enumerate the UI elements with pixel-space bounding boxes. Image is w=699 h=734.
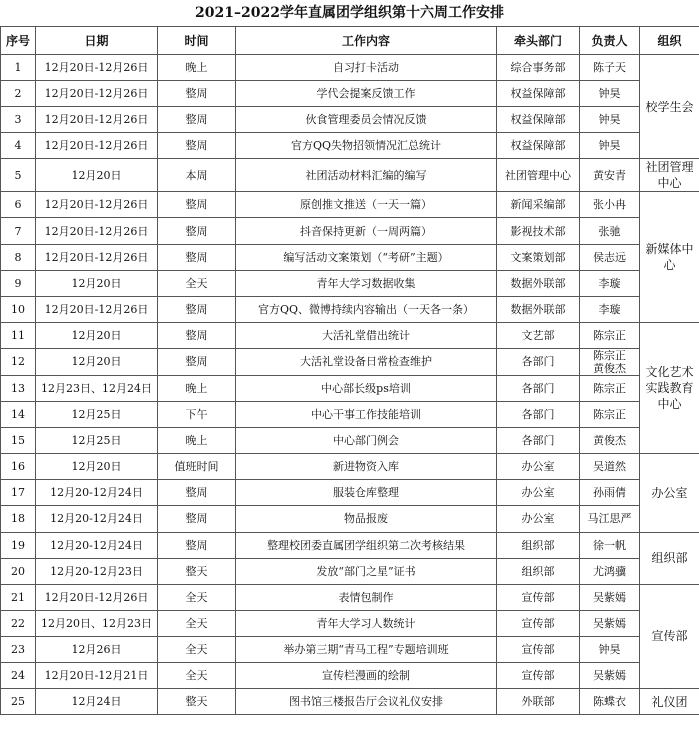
table-row: [1, 480, 699, 506]
cell-no: 3: [1, 107, 36, 133]
cell-no: 20: [1, 558, 36, 584]
cell-person: 钟昊: [580, 107, 640, 133]
cell-no: 18: [1, 506, 36, 532]
cell-date: 12月20日: [36, 454, 158, 480]
cell-content: 图书馆三楼报告厅会议礼仪安排: [236, 689, 497, 715]
cell-date: 12月20日: [36, 270, 158, 296]
cell-dept: 权益保障部: [497, 81, 580, 107]
cell-person: 黄俊杰: [580, 428, 640, 454]
cell-no: 1: [1, 55, 36, 81]
cell-time: 整周: [158, 244, 236, 270]
cell-date: 12月20日-12月26日: [36, 107, 158, 133]
schedule-table: [0, 26, 699, 715]
cell-person: 张小冉: [580, 192, 640, 218]
cell-content: 大活礼堂设备日常检查维护: [236, 348, 497, 375]
cell-dept: 权益保障部: [497, 133, 580, 159]
cell-no: 25: [1, 689, 36, 715]
cell-dept: 办公室: [497, 454, 580, 480]
cell-person: 张驰: [580, 218, 640, 244]
cell-content: 编写活动文案策划（“考研”主题）: [236, 244, 497, 270]
cell-person: 李璇: [580, 270, 640, 296]
cell-person: 钟昊: [580, 81, 640, 107]
table-row: [1, 506, 699, 532]
cell-time: 整周: [158, 322, 236, 348]
table-row: [1, 402, 699, 428]
table-row: [1, 55, 699, 81]
cell-person: 吴道然: [580, 454, 640, 480]
cell-time: 晚上: [158, 55, 236, 81]
cell-no: 4: [1, 133, 36, 159]
cell-person: 徐一帆: [580, 532, 640, 558]
header-row: [1, 27, 699, 55]
cell-date: 12月20日-12月21日: [36, 662, 158, 688]
cell-dept: 文艺部: [497, 322, 580, 348]
cell-no: 22: [1, 610, 36, 636]
cell-no: 5: [1, 159, 36, 192]
cell-person: 钟昊: [580, 133, 640, 159]
header-no: 序号: [1, 27, 36, 55]
cell-content: 表情包制作: [236, 584, 497, 610]
cell-content: 举办第三期“青马工程”专题培训班: [236, 636, 497, 662]
table-row: [1, 610, 699, 636]
cell-person: 陈宗正: [580, 322, 640, 348]
cell-org: 文化艺术 实践教育 中心: [640, 322, 699, 453]
cell-org: 新媒体中 心: [640, 192, 699, 322]
table-row: [1, 218, 699, 244]
cell-content: 官方QQ、微博持续内容输出（一天各一条）: [236, 296, 497, 322]
document-title: 2021–2022学年直属团学组织第十六周工作安排: [195, 5, 504, 21]
cell-person: 陈宗正 黄俊杰: [580, 348, 640, 375]
cell-content: 学代会提案反馈工作: [236, 81, 497, 107]
cell-no: 17: [1, 480, 36, 506]
cell-no: 11: [1, 322, 36, 348]
cell-dept: 数据外联部: [497, 270, 580, 296]
cell-date: 12月25日: [36, 428, 158, 454]
cell-content: 自习打卡活动: [236, 55, 497, 81]
cell-content: 青年大学习数据收集: [236, 270, 497, 296]
cell-time: 本周: [158, 159, 236, 192]
cell-org: 礼仪团: [640, 689, 699, 715]
cell-person: 吴紫嫣: [580, 584, 640, 610]
cell-content: 官方QQ失物招领情况汇总统计: [236, 133, 497, 159]
header-time: 时间: [158, 27, 236, 55]
cell-dept: 影视技术部: [497, 218, 580, 244]
cell-time: 整周: [158, 107, 236, 133]
cell-time: 下午: [158, 402, 236, 428]
cell-dept: 权益保障部: [497, 107, 580, 133]
table-row: [1, 558, 699, 584]
table-row: [1, 584, 699, 610]
cell-person: 李璇: [580, 296, 640, 322]
table-row: [1, 689, 699, 715]
cell-content: 宣传栏漫画的绘制: [236, 662, 497, 688]
cell-time: 全天: [158, 610, 236, 636]
cell-dept: 社团管理中心: [497, 159, 580, 192]
cell-person: 陈子天: [580, 55, 640, 81]
cell-person: 马江思严: [580, 506, 640, 532]
cell-dept: 各部门: [497, 428, 580, 454]
cell-date: 12月25日: [36, 402, 158, 428]
cell-person: 陈宗正: [580, 402, 640, 428]
cell-dept: 组织部: [497, 558, 580, 584]
cell-time: 整周: [158, 296, 236, 322]
table-row: [1, 322, 699, 348]
cell-date: 12月20日-12月26日: [36, 55, 158, 81]
cell-dept: 综合事务部: [497, 55, 580, 81]
cell-person: 尤鸿骥: [580, 558, 640, 584]
cell-content: 物品报废: [236, 506, 497, 532]
cell-dept: 宣传部: [497, 636, 580, 662]
cell-content: 新进物资入库: [236, 454, 497, 480]
cell-content: 原创推文推送（一天一篇）: [236, 192, 497, 218]
cell-content: 大活礼堂借出统计: [236, 322, 497, 348]
cell-org: 办公室: [640, 454, 699, 532]
cell-person: 陈蝶衣: [580, 689, 640, 715]
cell-date: 12月20日-12月26日: [36, 81, 158, 107]
cell-time: 整周: [158, 81, 236, 107]
cell-date: 12月20-12月24日: [36, 480, 158, 506]
cell-time: 整周: [158, 532, 236, 558]
table-row: [1, 270, 699, 296]
cell-dept: 各部门: [497, 375, 580, 401]
cell-no: 13: [1, 375, 36, 401]
cell-person: 孙雨倩: [580, 480, 640, 506]
cell-no: 2: [1, 81, 36, 107]
cell-time: 整天: [158, 558, 236, 584]
cell-date: 12月20日-12月26日: [36, 192, 158, 218]
cell-date: 12月20日-12月26日: [36, 133, 158, 159]
cell-org: 校学生会: [640, 55, 699, 159]
cell-org: 组织部: [640, 532, 699, 584]
cell-dept: 新闻采编部: [497, 192, 580, 218]
cell-no: 23: [1, 636, 36, 662]
cell-content: 中心干事工作技能培训: [236, 402, 497, 428]
cell-dept: 数据外联部: [497, 296, 580, 322]
cell-time: 整周: [158, 506, 236, 532]
cell-content: 服装仓库整理: [236, 480, 497, 506]
cell-time: 整周: [158, 218, 236, 244]
cell-person: 黄安青: [580, 159, 640, 192]
cell-person: 侯志远: [580, 244, 640, 270]
cell-time: 全天: [158, 662, 236, 688]
cell-dept: 宣传部: [497, 610, 580, 636]
cell-time: 整周: [158, 133, 236, 159]
cell-no: 8: [1, 244, 36, 270]
cell-no: 6: [1, 192, 36, 218]
cell-content: 整理校团委直属团学组织第二次考核结果: [236, 532, 497, 558]
cell-person: 吴紫嫣: [580, 662, 640, 688]
cell-date: 12月20日-12月26日: [36, 584, 158, 610]
table-row: [1, 81, 699, 107]
cell-no: 9: [1, 270, 36, 296]
cell-content: 中心部长级ps培训: [236, 375, 497, 401]
table-row: [1, 375, 699, 401]
cell-dept: 外联部: [497, 689, 580, 715]
header-person: 负责人: [580, 27, 640, 55]
cell-no: 24: [1, 662, 36, 688]
cell-time: 整周: [158, 348, 236, 375]
cell-content: 社团活动材料汇编的编写: [236, 159, 497, 192]
table-row: [1, 454, 699, 480]
cell-no: 14: [1, 402, 36, 428]
table-row: [1, 133, 699, 159]
cell-content: 发放“部门之星”证书: [236, 558, 497, 584]
cell-content: 抖音保持更新（一周两篇）: [236, 218, 497, 244]
table-row: [1, 107, 699, 133]
table-row: [1, 159, 699, 192]
cell-dept: 宣传部: [497, 662, 580, 688]
cell-date: 12月20日: [36, 348, 158, 375]
cell-date: 12月20日: [36, 322, 158, 348]
cell-date: 12月20日-12月26日: [36, 296, 158, 322]
cell-time: 全天: [158, 270, 236, 296]
cell-date: 12月20-12月24日: [36, 506, 158, 532]
table-row: [1, 296, 699, 322]
header-date: 日期: [36, 27, 158, 55]
table-row: [1, 348, 699, 375]
cell-dept: 各部门: [497, 348, 580, 375]
cell-dept: 办公室: [497, 480, 580, 506]
cell-org: 社团管理 中心: [640, 159, 699, 192]
cell-org: 宣传部: [640, 584, 699, 688]
cell-dept: 组织部: [497, 532, 580, 558]
cell-no: 12: [1, 348, 36, 375]
cell-date: 12月20日-12月26日: [36, 218, 158, 244]
table-row: [1, 244, 699, 270]
cell-time: 整天: [158, 689, 236, 715]
cell-dept: 宣传部: [497, 584, 580, 610]
cell-dept: 文案策划部: [497, 244, 580, 270]
cell-time: 全天: [158, 584, 236, 610]
table-row: [1, 192, 699, 218]
cell-person: 陈宗正: [580, 375, 640, 401]
cell-no: 10: [1, 296, 36, 322]
cell-dept: 办公室: [497, 506, 580, 532]
cell-person: 钟昊: [580, 636, 640, 662]
cell-time: 整周: [158, 480, 236, 506]
header-org: 组织: [640, 27, 699, 55]
cell-date: 12月24日: [36, 689, 158, 715]
cell-date: 12月23日、12月24日: [36, 375, 158, 401]
cell-no: 16: [1, 454, 36, 480]
cell-time: 整周: [158, 192, 236, 218]
header-dept: 牵头部门: [497, 27, 580, 55]
cell-date: 12月20-12月23日: [36, 558, 158, 584]
cell-no: 15: [1, 428, 36, 454]
cell-dept: 各部门: [497, 402, 580, 428]
cell-no: 21: [1, 584, 36, 610]
cell-date: 12月20日-12月26日: [36, 244, 158, 270]
cell-date: 12月20日: [36, 159, 158, 192]
cell-time: 值班时间: [158, 454, 236, 480]
table-row: [1, 532, 699, 558]
cell-time: 全天: [158, 636, 236, 662]
table-row: [1, 428, 699, 454]
cell-date: 12月20-12月24日: [36, 532, 158, 558]
table-row: [1, 662, 699, 688]
cell-content: 中心部门例会: [236, 428, 497, 454]
cell-content: 伙食管理委员会情况反馈: [236, 107, 497, 133]
table-row: [1, 636, 699, 662]
cell-person: 吴紫嫣: [580, 610, 640, 636]
cell-date: 12月26日: [36, 636, 158, 662]
cell-no: 7: [1, 218, 36, 244]
cell-date: 12月20日、12月23日: [36, 610, 158, 636]
header-content: 工作内容: [236, 27, 497, 55]
cell-no: 19: [1, 532, 36, 558]
cell-content: 青年大学习人数统计: [236, 610, 497, 636]
cell-time: 晚上: [158, 428, 236, 454]
cell-time: 晚上: [158, 375, 236, 401]
